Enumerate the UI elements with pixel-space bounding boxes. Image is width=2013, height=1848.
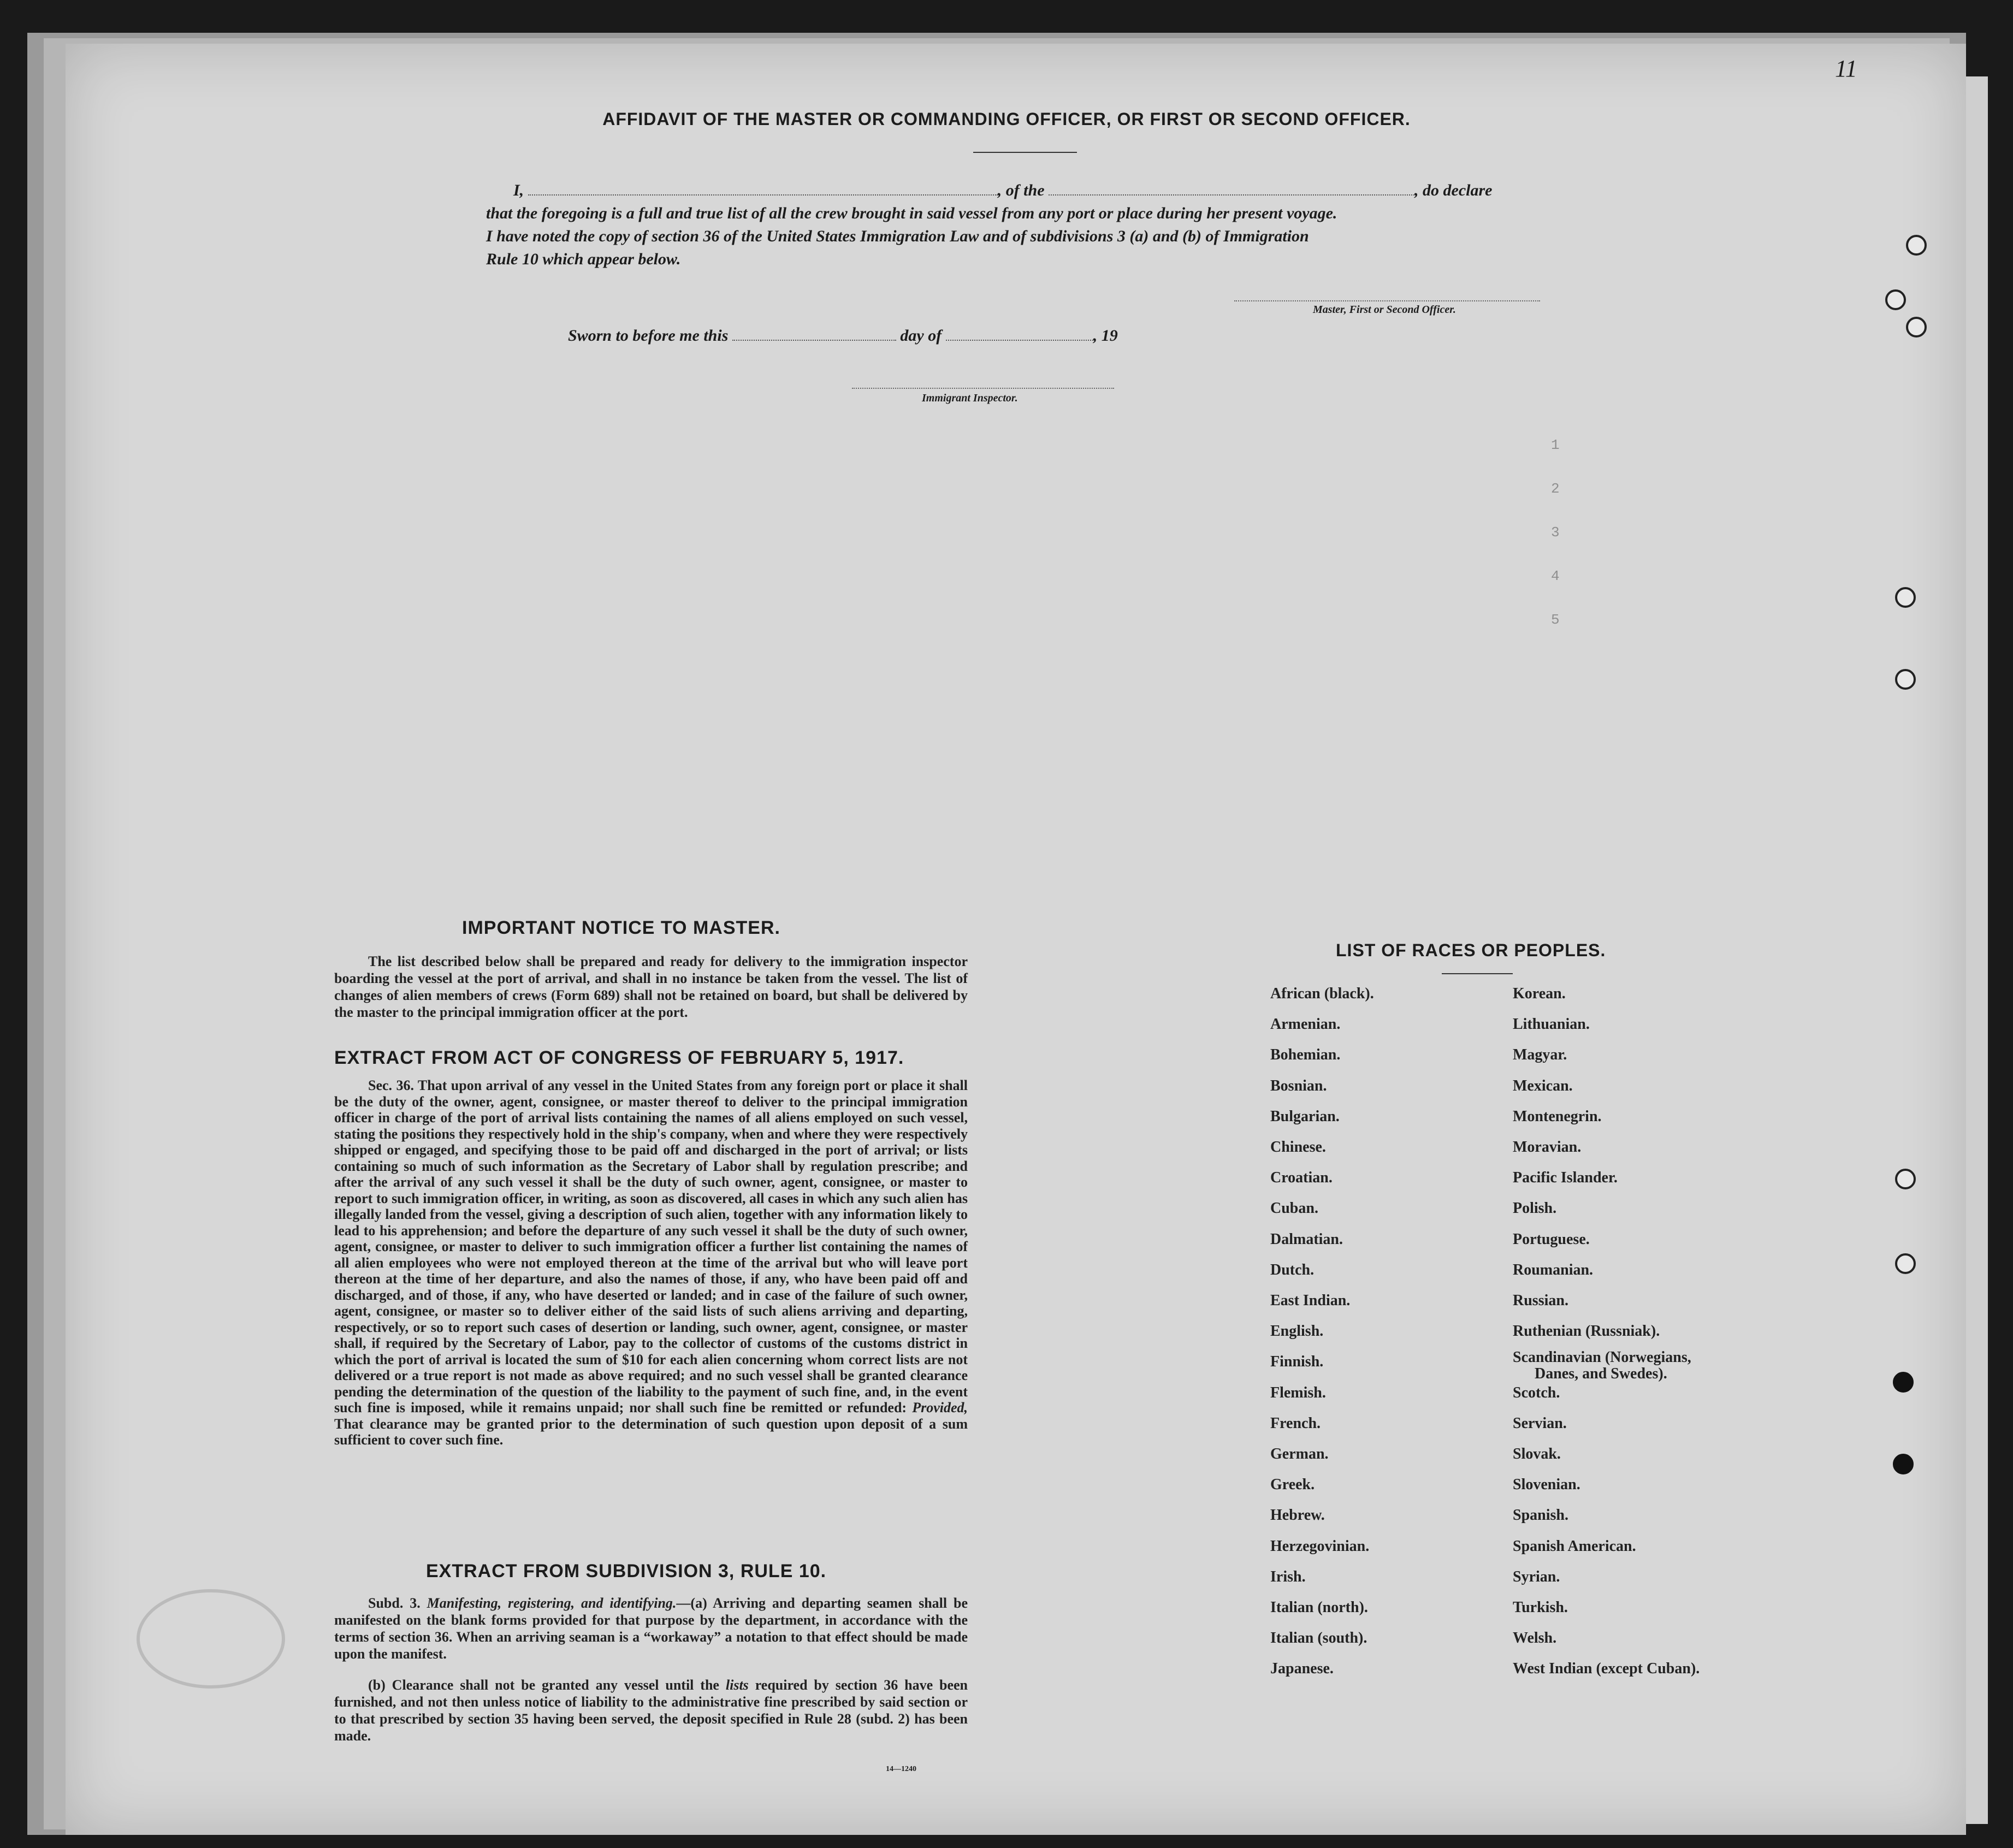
master-signature-line	[1234, 299, 1540, 301]
race-item: Slovak.	[1513, 1446, 1561, 1462]
affidavit-i: I,	[513, 181, 524, 199]
punch-hole-icon	[1906, 235, 1927, 256]
subd-b-italic: lists	[725, 1677, 749, 1693]
subd-heading: Manifesting, registering, and identifying.	[427, 1595, 677, 1611]
race-item: Russian.	[1513, 1292, 1568, 1309]
subd-b-post: required by section 36 have been furnished, and not then unless notice of liability to the administrative fine prescribed by said section or to that prescribed by section 35 having been served, the deposit specified in Rule 28 (subd. 2) has been made.	[334, 1677, 968, 1744]
race-item: East Indian.	[1270, 1292, 1351, 1309]
punch-hole-icon	[1893, 1372, 1914, 1393]
sec-36-body: That upon arrival of any vessel in the United States from any foreign port or place it shall be the duty of the owner, agent, consignee, or master thereof to deliver to the principal immigration officer in charge of the port of arrival lists containing the names of all aliens employed on such vessel, stating the positions they respectively hold in the ship's company, when and where they were respectively shipped or engaged, and specifying those to be paid off and discharged in the port of arrival; or lists containing so much of such information as the Secretary of Labor shall by regulation prescribe; and after the arrival of any such vessel it shall be the duty of such owner, agent, consignee, or master to report to such immigration officer, in writing, as soon as discovered, all cases in which any such alien has illegally landed from the vessel, giving a description of such alien, together with any information likely to lead to his apprehension; and before the departure of any such vessel it shall be the duty of such owner, agent, consignee, or master to deliver to such immigration officer a further list containing the names of all alien employees who were not employed thereon at the time of the arrival but who will leave port thereon at the time of her departure, and also the names of those, if any, who have been paid off and discharged, and of those, if any, who have deserted or landed; and in case of the failure of such owner, agent, consignee, or master so to deliver either of the said lists of such aliens arriving and departing, respectively, or so to report such cases of desertion or landing, such owner, agent, consignee, or master shall, if required by the Secretary of Labor, pay to the collector of customs of the customs district in which the port of arrival is located the sum of $10 for each alien concerning whom correct lists are not delivered or a true report is not made as above required; and no such vessel shall be granted clearance pending the determination of the question of the liability to the payment of such fine, and, in the event such fine is imposed, while it remains unpaid; nor shall such fine be remitted or refunded:	[334, 1077, 968, 1415]
title-rule	[973, 152, 1077, 153]
act-extract-text	[334, 1077, 968, 1448]
punch-hole-icon	[1895, 587, 1916, 608]
race-item: Hebrew.	[1270, 1507, 1325, 1524]
punch-hole-icon	[1893, 1454, 1914, 1474]
stamp-mark	[137, 1589, 285, 1689]
affidavit-line-3: I have noted the copy of section 36 of the United States Immigration Law and of subdivisions 3 (a) and (b) of Immigration	[486, 227, 1309, 245]
subd-label: Subd. 3.	[368, 1595, 421, 1611]
rule-extract-text-b	[334, 1677, 968, 1744]
race-item: African (black).	[1270, 985, 1374, 1002]
race-item: French.	[1270, 1414, 1321, 1432]
race-item: Flemish.	[1270, 1384, 1326, 1401]
race-item: Magyar.	[1513, 1046, 1567, 1064]
race-item: Irish.	[1270, 1568, 1306, 1585]
race-item: Scandinavian (Norwegians,	[1513, 1349, 1691, 1366]
rule-extract-title: EXTRACT FROM SUBDIVISION 3, RULE 10.	[426, 1561, 827, 1582]
race-item: Scotch.	[1513, 1384, 1560, 1401]
provided-label: Provided,	[912, 1400, 968, 1415]
races-title: LIST OF RACES OR PEOPLES.	[1336, 940, 1606, 960]
affidavit-line-2: that the foregoing is a full and true list of all the crew brought in said vessel from any port or place during her present voyage.	[486, 204, 1337, 222]
inspector-signature-line	[852, 387, 1114, 389]
race-item: German.	[1270, 1446, 1329, 1462]
sworn-month-blank[interactable]	[946, 340, 1093, 341]
affidavit-line-4: Rule 10 which appear below.	[486, 250, 681, 268]
sworn-day-blank[interactable]	[732, 340, 896, 341]
subd-b-pre: (b) Clearance shall not be granted any vessel until the	[368, 1677, 719, 1693]
subd-a-body: —(a) Arriving and departing seamen shall be manifested on the blank forms provided for that purpose by the department, in accordance with the terms of section 36. When an arriving seaman is a “workaway” a notation to that effect should be made upon the manifest.	[334, 1595, 968, 1662]
sworn-line	[568, 327, 1118, 345]
bleed-through-text: 1 2 3 4 5	[1551, 437, 1560, 628]
punch-hole-icon	[1895, 1169, 1916, 1189]
race-item: Bohemian.	[1270, 1046, 1341, 1064]
sec-36-end: That clearance may be granted prior to the determination of such question upon deposit of a sum sufficient to cover such fine.	[334, 1415, 968, 1448]
name-blank[interactable]	[528, 194, 998, 196]
affidavit-title: AFFIDAVIT OF THE MASTER OR COMMANDING OFFICER, OR FIRST OR SECOND OFFICER.	[602, 109, 1411, 129]
race-item: Greek.	[1270, 1476, 1315, 1494]
race-item: Lithuanian.	[1513, 1016, 1590, 1033]
race-item: Japanese.	[1270, 1660, 1334, 1678]
race-item: Croatian.	[1270, 1169, 1333, 1187]
race-item: Dutch.	[1270, 1261, 1315, 1278]
form-number: 14—1240	[886, 1765, 916, 1773]
race-item: English.	[1270, 1323, 1324, 1340]
race-item: Syrian.	[1513, 1568, 1560, 1585]
sec-36-label: Sec. 36.	[368, 1077, 414, 1093]
race-item: Italian (north).	[1270, 1599, 1368, 1616]
affidavit-of-the: , of the	[997, 181, 1045, 199]
race-item: Turkish.	[1513, 1599, 1568, 1616]
notice-text: The list described below shall be prepared and ready for delivery to the immigration inspector boarding the vessel at the port of arrival, and shall in no instance be taken from the vessel. The list of changes of alien members of crews (Form 689) shall not be retained on board, but shall be delivered by the master to the principal immigration officer at the port.	[334, 953, 968, 1020]
affidavit-declare: , do declare	[1414, 181, 1493, 199]
notice-title: IMPORTANT NOTICE TO MASTER.	[462, 917, 780, 938]
punch-hole-icon	[1885, 289, 1906, 310]
race-item: Danes, and Swedes).	[1535, 1365, 1667, 1383]
race-item: Moravian.	[1513, 1139, 1582, 1156]
race-item: Korean.	[1513, 985, 1566, 1002]
races-title-rule	[1442, 973, 1513, 974]
master-signature-label: Master, First or Second Officer.	[1313, 304, 1456, 316]
corner-mark: 11	[1835, 55, 1857, 82]
race-item: Armenian.	[1270, 1016, 1341, 1033]
race-item: Ruthenian (Russniak).	[1513, 1323, 1660, 1340]
year-label: , 19	[1093, 327, 1118, 345]
race-item: Roumanian.	[1513, 1261, 1594, 1278]
rule-extract-text-a	[334, 1595, 968, 1662]
race-item: Bosnian.	[1270, 1077, 1327, 1094]
race-item: Montenegrin.	[1513, 1107, 1602, 1125]
race-item: Dalmatian.	[1270, 1230, 1343, 1248]
vessel-blank[interactable]	[1049, 194, 1414, 196]
race-item: Italian (south).	[1270, 1630, 1367, 1647]
race-item: Cuban.	[1270, 1200, 1318, 1217]
race-item: Pacific Islander.	[1513, 1169, 1618, 1187]
race-item: Spanish American.	[1513, 1537, 1636, 1555]
race-item: West Indian (except Cuban).	[1513, 1660, 1700, 1678]
race-item: Mexican.	[1513, 1077, 1573, 1094]
punch-hole-icon	[1906, 317, 1927, 337]
race-item: Finnish.	[1270, 1353, 1324, 1371]
race-item: Bulgarian.	[1270, 1107, 1340, 1125]
punch-hole-icon	[1895, 1253, 1916, 1274]
act-extract-title: EXTRACT FROM ACT OF CONGRESS OF FEBRUARY 5, 1917.	[334, 1047, 904, 1068]
affidavit-line-1	[513, 179, 1562, 202]
race-item: Chinese.	[1270, 1139, 1326, 1156]
day-of-label: day of	[900, 327, 942, 345]
inspector-signature-label: Immigrant Inspector.	[922, 392, 1018, 404]
race-item: Polish.	[1513, 1200, 1557, 1217]
race-item: Slovenian.	[1513, 1476, 1580, 1494]
race-item: Servian.	[1513, 1414, 1567, 1432]
race-item: Portuguese.	[1513, 1230, 1590, 1248]
race-item: Spanish.	[1513, 1507, 1568, 1524]
race-item: Welsh.	[1513, 1630, 1557, 1647]
sworn-label: Sworn to before me this	[568, 327, 729, 345]
punch-hole-icon	[1895, 669, 1916, 690]
race-item: Herzegovinian.	[1270, 1537, 1370, 1555]
